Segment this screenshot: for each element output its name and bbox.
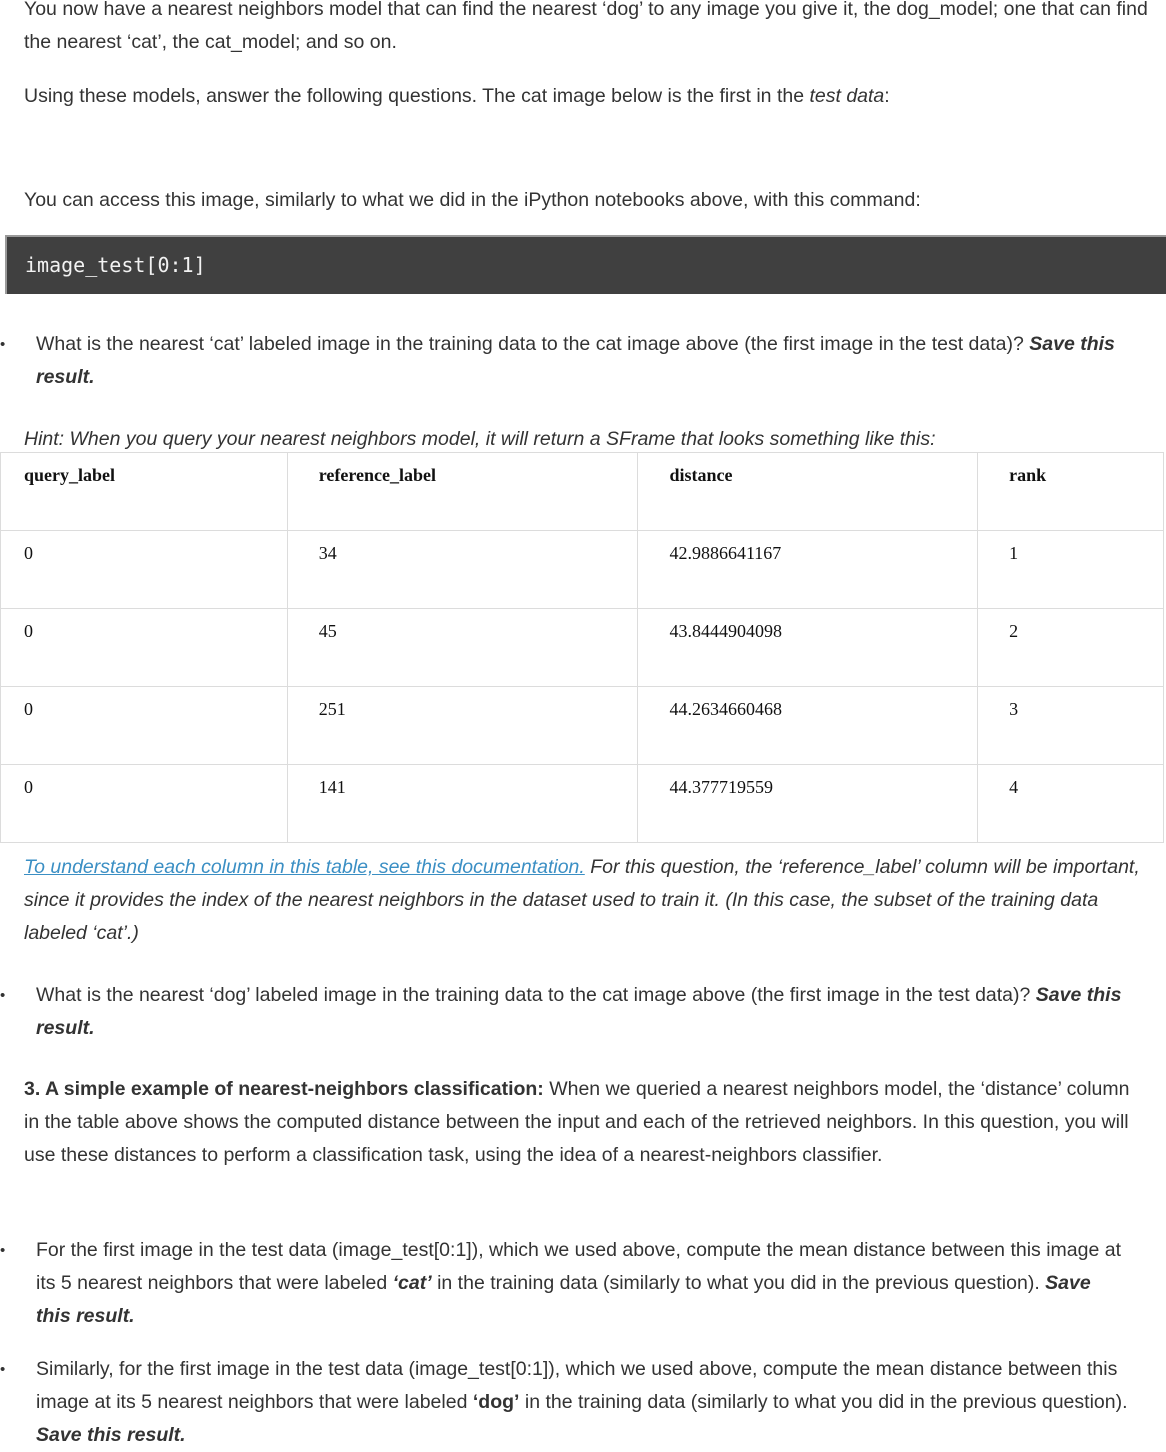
question-body: For the first image in the test data (image_test[0:1]), which we used above, compute the mean distance between this image at its 5 nearest neighbors that were labeled bbox=[36, 1239, 1122, 1294]
cell-distance: 43.8444904098 bbox=[638, 609, 978, 687]
instructions-colon: : bbox=[884, 85, 890, 107]
section-3-paragraph bbox=[24, 1073, 1146, 1172]
cell-query-label: 0 bbox=[1, 609, 288, 687]
cell-query-label: 0 bbox=[1, 531, 288, 609]
section-3-heading: 3. A simple example of nearest-neighbors classification: bbox=[24, 1078, 544, 1100]
explanation-text: For this question, the ‘reference_label’ column will be important, since it provides the index of the nearest neighbors in the dataset used to train it. (In this case, the subset of the training data labeled ‘cat’.) bbox=[24, 856, 1140, 944]
intro-paragraph bbox=[24, 0, 1148, 59]
code-command: image_test[0:1] bbox=[25, 253, 206, 277]
cell-rank: 2 bbox=[978, 609, 1164, 687]
column-header-reference-label: reference_label bbox=[287, 453, 638, 531]
sframe-table bbox=[0, 452, 1164, 843]
cell-rank: 4 bbox=[978, 765, 1164, 843]
save-result-note: Save this result. bbox=[36, 1424, 186, 1446]
question-body: Similarly, for the first image in the test data (image_test[0:1]), which we used above, compute the mean distance between this image at its 5 nearest neighbors that were labeled bbox=[36, 1358, 1118, 1413]
question-nearest-dog-text bbox=[36, 979, 1136, 1045]
column-header-distance: distance bbox=[638, 453, 978, 531]
question-body-continued: in the training data (similarly to what you did in the previous question). bbox=[431, 1272, 1046, 1294]
table-row bbox=[1, 609, 1164, 687]
cell-reference-label: 34 bbox=[287, 531, 638, 609]
instructions-paragraph bbox=[24, 80, 1148, 113]
save-result-note: Save this result. bbox=[36, 1272, 1091, 1327]
question-body-continued: in the training data (similarly to what you did in the previous question). bbox=[519, 1391, 1128, 1413]
instructions-text: Using these models, answer the following questions. The cat image below is the first in the bbox=[24, 85, 810, 107]
question-mean-cat-distance-text bbox=[36, 1234, 1126, 1333]
save-result-note: Save this result. bbox=[36, 984, 1122, 1039]
question-body: What is the nearest ‘cat’ labeled image in the training data to the cat image above (the first image in the test data)? bbox=[36, 333, 1030, 355]
cell-distance: 44.2634660468 bbox=[638, 687, 978, 765]
cell-reference-label: 141 bbox=[287, 765, 638, 843]
explanation-paragraph bbox=[24, 851, 1152, 950]
question-nearest-cat-text bbox=[36, 328, 1136, 394]
table-row bbox=[1, 531, 1164, 609]
bullet-icon: • bbox=[0, 987, 6, 1004]
cell-distance: 44.377719559 bbox=[638, 765, 978, 843]
table-row bbox=[1, 687, 1164, 765]
section-3-body: When we queried a nearest neighbors model, the ‘distance’ column in the table above shows the computed distance between the input and each of the retrieved neighbors. In this question, you will use these distances to perform a classification task, using the idea of a nearest-neighbors classifier. bbox=[24, 1078, 1130, 1166]
question-mean-dog-distance-text bbox=[36, 1353, 1146, 1452]
code-block bbox=[5, 235, 1166, 294]
intro-text: You now have a nearest neighbors model that can find the nearest ‘dog’ to any image you give it, the dog_model; one that can find the nearest ‘cat’, the cat_model; and so on. bbox=[24, 0, 1148, 53]
bullet-icon: • bbox=[0, 1361, 6, 1378]
bullet-icon: • bbox=[0, 1242, 6, 1259]
cell-reference-label: 45 bbox=[287, 609, 638, 687]
access-text: You can access this image, similarly to what we did in the iPython notebooks above, with this command: bbox=[24, 189, 921, 211]
cell-rank: 1 bbox=[978, 531, 1164, 609]
cell-rank: 3 bbox=[978, 687, 1164, 765]
cell-reference-label: 251 bbox=[287, 687, 638, 765]
bullet-icon: • bbox=[0, 336, 6, 353]
table-header-row bbox=[1, 453, 1164, 531]
save-result-note: Save this result. bbox=[36, 333, 1115, 388]
documentation-link[interactable]: To understand each column in this table, see this documentation. bbox=[24, 856, 585, 878]
test-data-term: test data bbox=[809, 85, 885, 107]
column-header-query-label: query_label bbox=[1, 453, 288, 531]
hint-text: Hint: When you query your nearest neighbors model, it will return a SFrame that looks something like this: bbox=[24, 428, 936, 450]
cat-label-term: ‘cat’ bbox=[392, 1272, 432, 1294]
column-header-rank: rank bbox=[978, 453, 1164, 531]
cell-query-label: 0 bbox=[1, 687, 288, 765]
access-paragraph bbox=[24, 184, 1148, 217]
table-row bbox=[1, 765, 1164, 843]
question-body: What is the nearest ‘dog’ labeled image in the training data to the cat image above (the first image in the test data)? bbox=[36, 984, 1036, 1006]
cell-query-label: 0 bbox=[1, 765, 288, 843]
cell-distance: 42.9886641167 bbox=[638, 531, 978, 609]
dog-label-term: ‘dog’ bbox=[472, 1391, 520, 1413]
